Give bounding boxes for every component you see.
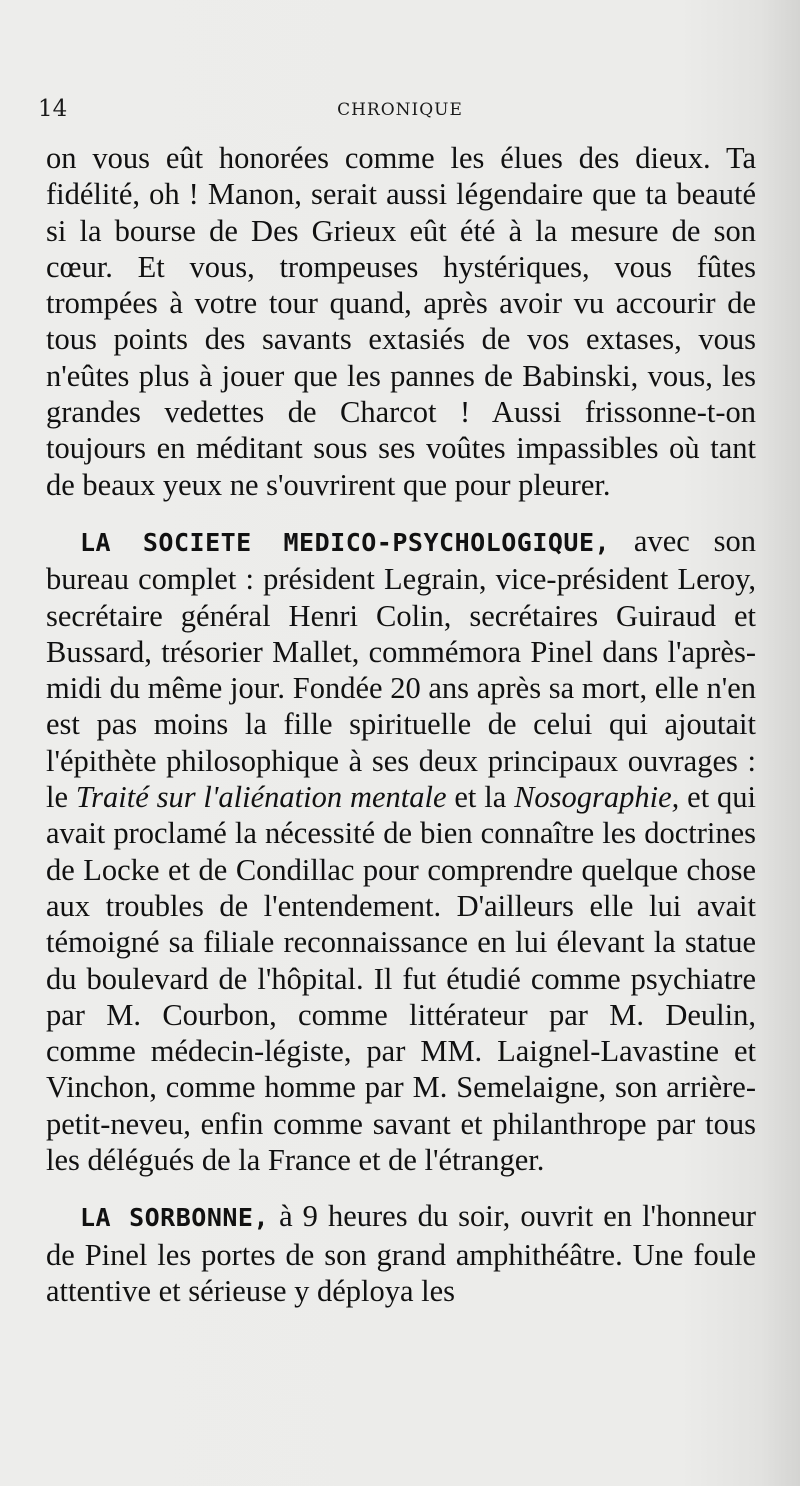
paragraph-2-italic-title-1: Traité sur l'aliénation mentale [75,780,447,815]
paragraph-3 [46,1198,756,1309]
paragraph-2-italic-title-2: Nosographie, [514,780,680,815]
paragraph-2-text-c: et qui avait proclamé la nécessité de bien connaître les doctrines de Locke et de Condillac pour comprendre quelque chose aux troubles de l'entendement. D'ailleurs elle lui avait témoigné sa filiale reconnaissance en lui élevant la statue du boulevard de l'hôpital. Il fut étudié comme psychiatre par M. Courbon, comme littérateur par M. Deulin, comme médecin-légiste, par MM. Laignel-Lavastine et Vinchon, comme homme par M. Semelaigne, son arrière-petit-neveu, enfin comme savant et philanthrope par tous les délégués de la France et de l'étranger. [46,780,756,1178]
paragraph-2-text-a: avec son bureau complet : président Legrain, vice-président Leroy, secrétaire général Henri Colin, secrétaires Guiraud et Bussard, trésorier Mallet, commémora Pinel dans l'après-midi du même jour. Fondée 20 ans après sa mort, elle n'en est pas moins la fille spirituelle de celui qui ajoutait l'épithète philosophique à ses deux principaux ouvrages : le [46,523,756,815]
paragraph-2 [46,523,756,1178]
body-text [46,140,756,1309]
paragraph-2-text-b: et la [446,780,515,815]
paragraph-2-lead: LA SOCIETE MEDICO-PSYCHOLOGIQUE, [80,527,611,557]
paragraph-3-lead: LA SORBONNE, [80,1203,270,1233]
page-number: 14 [38,96,68,122]
paragraph-1: on vous eût honorées comme les élues des dieux. Ta fidélité, oh ! Manon, serait aussi légendaire que ta beauté si la bourse de Des Grieux eût été à la mesure de son cœur. Et vous, trompeuses hystériques, vous fûtes trompées à votre tour quand, après avoir vu accourir de tous points des savants extasiés de vos extases, vous n'eûtes plus à jouer que les pannes de Babinski, vous, les grandes vedettes de Charcot ! Aussi frissonne-t-on toujours en méditant sous ses voûtes impassibles où tant de beaux yeux ne s'ouvrirent que pour pleurer. [46,141,756,502]
running-title: CHRONIQUE [337,100,463,120]
paragraph-3-text: à 9 heures du soir, ouvrit en l'honneur de Pinel les portes de son grand amphithéâtre. Une foule attentive et sérieuse y déploya les [46,1199,756,1308]
